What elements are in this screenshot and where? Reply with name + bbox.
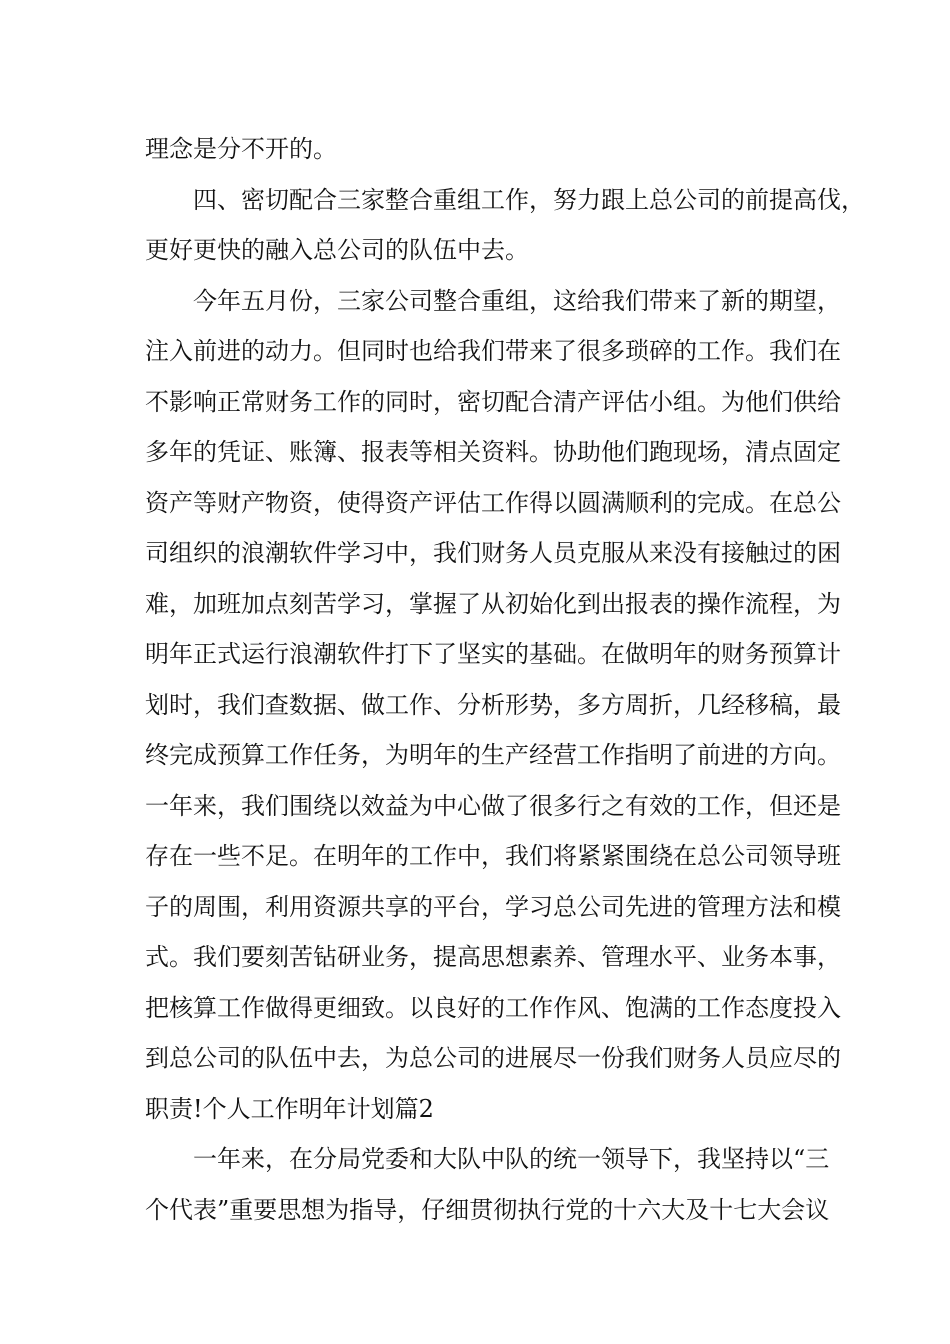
text-line: 注入前进的动力。但同时也给我们带来了很多琐碎的工作。我们在: [145, 337, 841, 365]
text-line: 多年的凭证、账簿、报表等相关资料。协助他们跑现场，清点固定: [145, 438, 841, 466]
text-line: 划时，我们查数据、做工作、分析形势，多方周折，几经移稿，最: [145, 690, 841, 719]
text-line: 把核算工作做得更细致。以良好的工作作风、饱满的工作态度投入: [145, 993, 841, 1022]
text-line: 到总公司的队伍中去，为总公司的进展尽一份我们财务人员应尽的: [145, 1044, 841, 1072]
text-line: 不影响正常财务工作的同时，密切配合清产评估小组。为他们供给: [145, 387, 841, 416]
text-line: 子的周围，利用资源共享的平台，学习总公司先进的管理方法和模: [145, 892, 841, 921]
text-line: 资产等财产物资，使得资产评估工作得以圆满顺利的完成。在总公: [145, 488, 841, 517]
text-line: 更好更快的融入总公司的队伍中去。: [145, 236, 529, 264]
text-line: 式。我们要刻苦钻研业务，提高思想素养、管理水平、业务本事，: [145, 943, 841, 971]
text-line: 一年来，在分局党委和大队中队的统一领导下，我坚持以“三: [193, 1145, 830, 1173]
text-line: 难，加班加点刻苦学习，掌握了从初始化到出报表的操作流程，为: [145, 589, 841, 618]
text-line: 存在一些不足。在明年的工作中，我们将紧紧围绕在总公司领导班: [145, 842, 841, 870]
text-line: 今年五月份，三家公司整合重组，这给我们带来了新的期望，: [193, 286, 841, 315]
text-line: 个代表”重要思想为指导，仔细贯彻执行党的十六大及十七大会议: [145, 1195, 830, 1224]
text-line: 四、密切配合三家整合重组工作，努力跟上总公司的前提高伐，: [193, 185, 865, 214]
text-line: 一年来，我们围绕以效益为中心做了很多行之有效的工作，但还是: [145, 791, 841, 820]
text-line: 明年正式运行浪潮软件打下了坚实的基础。在做明年的财务预算计: [145, 640, 841, 668]
document-body: [145, 124, 865, 1235]
text-line: 职责!个人工作明年计划篇2: [145, 1094, 434, 1123]
text-line: 司组织的浪潮软件学习中，我们财务人员克服从来没有接触过的困: [145, 539, 841, 567]
text-line: 理念是分不开的。: [145, 135, 337, 163]
text-line: 终完成预算工作任务，为明年的生产经营工作指明了前进的方向。: [145, 741, 841, 769]
